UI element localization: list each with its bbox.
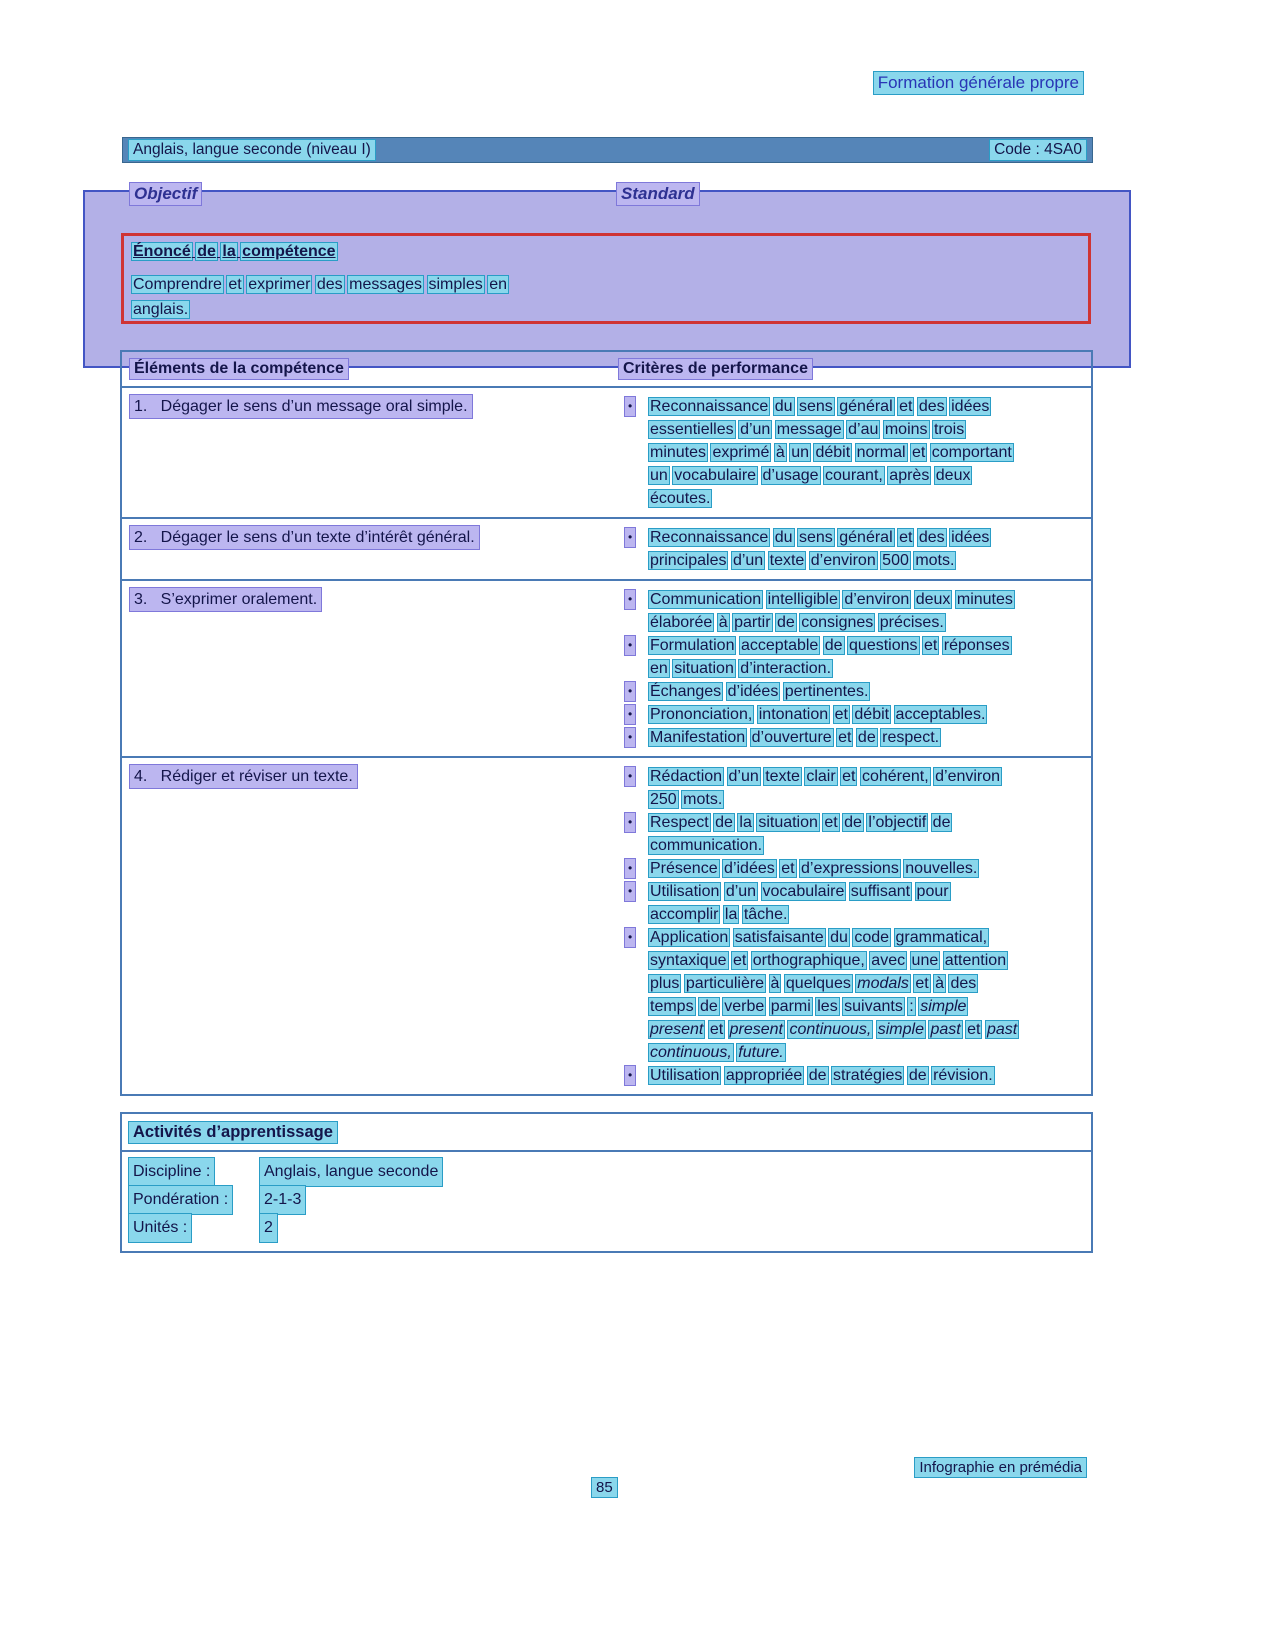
criterion-item — [623, 857, 1087, 880]
word-highlight: Respect — [650, 814, 709, 831]
criterion-line — [649, 657, 1087, 680]
word-highlight: et — [709, 1021, 724, 1038]
word-highlight: de — [715, 814, 733, 831]
word-highlight: en — [489, 276, 507, 293]
criterion-line — [649, 903, 1087, 926]
criterion-text — [649, 395, 1087, 510]
word-highlight: du — [774, 398, 793, 415]
word-highlight: la — [739, 814, 752, 831]
word-highlight: et — [911, 444, 926, 461]
course-code: Code : 4SA0 — [990, 140, 1086, 160]
word-highlight: simple — [920, 998, 967, 1015]
criterion-item — [623, 765, 1087, 811]
word-highlight: minutes — [650, 444, 707, 461]
word-highlight: des — [918, 529, 945, 546]
word-highlight: moins — [884, 421, 928, 438]
bullet-icon: • — [625, 882, 635, 901]
enonce-line — [132, 272, 1080, 297]
criterion-item — [623, 1064, 1087, 1087]
word-highlight: de — [197, 243, 216, 260]
word-highlight: et — [915, 975, 929, 992]
word-highlight: de — [700, 998, 718, 1015]
word-highlight: respect. — [882, 729, 940, 746]
word-highlight: simple — [877, 1021, 924, 1038]
criterion-item — [623, 880, 1087, 926]
word-highlight: et — [824, 814, 838, 831]
word-highlight: attention — [944, 952, 1007, 969]
word-highlight: d’usage — [762, 467, 819, 484]
criterion-line — [649, 634, 1087, 657]
activities-title-row — [122, 1114, 1091, 1152]
word-highlight: situation — [674, 660, 734, 677]
criterion-item — [623, 634, 1087, 680]
word-highlight: Manifestation — [650, 729, 746, 746]
criterion-item — [623, 680, 1087, 703]
word-highlight: de — [777, 614, 795, 631]
word-highlight: texte — [769, 552, 805, 569]
word-highlight: past — [986, 1021, 1018, 1038]
word-highlight: de — [844, 814, 862, 831]
word-highlight: débit — [815, 444, 851, 461]
criterion-line — [649, 972, 1087, 995]
word-highlight: pertinentes. — [784, 683, 869, 700]
criterion-line — [649, 611, 1087, 634]
criterion-text — [649, 588, 1087, 634]
word-highlight: orthographique, — [752, 952, 865, 969]
field-value: 2-1-3 — [260, 1186, 305, 1214]
word-highlight: Rédaction — [650, 768, 723, 785]
criterion-item — [623, 526, 1087, 572]
bullet-marker-cell — [623, 1064, 649, 1085]
word-highlight: appropriée — [725, 1067, 803, 1084]
activity-field — [129, 1158, 1084, 1186]
word-highlight: d’un — [732, 552, 764, 569]
word-highlight: deux — [915, 591, 951, 608]
word-highlight: continuous, — [650, 1044, 732, 1061]
word-highlight: Prononciation, — [650, 706, 753, 723]
word-highlight: après — [889, 467, 930, 484]
word-highlight: d’interaction. — [740, 660, 832, 677]
element-cell — [122, 388, 619, 517]
word-highlight: grammatical, — [895, 929, 988, 946]
word-highlight: syntaxique — [650, 952, 727, 969]
criterion-item — [623, 811, 1087, 857]
field-label-cell — [129, 1186, 260, 1214]
word-highlight: present — [729, 1021, 783, 1038]
column-header-criteres: Critères de performance — [619, 359, 812, 379]
word-highlight: avec — [871, 952, 906, 969]
word-highlight: et — [842, 768, 856, 785]
word-highlight: pour — [916, 883, 949, 900]
word-highlight: d’environ — [844, 591, 910, 608]
word-highlight: intelligible — [767, 591, 838, 608]
word-highlight: nouvelles. — [905, 860, 978, 877]
word-highlight: d’idées — [724, 860, 775, 877]
word-highlight: Reconnaissance — [650, 398, 769, 415]
word-highlight: normal — [856, 444, 906, 461]
word-highlight: d’un — [740, 421, 771, 438]
word-highlight: et — [228, 276, 242, 293]
word-highlight: du — [774, 529, 793, 546]
word-highlight: message — [776, 421, 842, 438]
bullet-icon: • — [625, 705, 635, 724]
course-title: Anglais, langue seconde (niveau I) — [129, 140, 375, 160]
word-highlight: d’idées — [727, 683, 779, 700]
field-label: Discipline : — [129, 1158, 214, 1186]
word-highlight: général — [839, 529, 893, 546]
word-highlight: de — [808, 1067, 827, 1084]
word-highlight: communication. — [650, 837, 763, 854]
bullet-marker-cell — [623, 526, 649, 547]
word-highlight: et — [923, 637, 938, 654]
element-cell — [122, 581, 619, 756]
word-highlight: acceptables. — [895, 706, 986, 723]
word-highlight: Formulation — [650, 637, 735, 654]
criterion-item — [623, 926, 1087, 1064]
word-highlight: mots. — [915, 552, 955, 569]
word-highlight: intonation — [758, 706, 829, 723]
word-highlight: idées — [951, 529, 990, 546]
word-highlight: comportant — [931, 444, 1012, 461]
criterion-line — [649, 1041, 1087, 1064]
bullet-icon: • — [625, 767, 635, 786]
word-highlight: débit — [854, 706, 890, 723]
criterion-line — [649, 857, 1087, 880]
word-highlight: les — [817, 998, 838, 1015]
word-highlight: de — [824, 637, 843, 654]
word-highlight: et — [899, 529, 913, 546]
word-highlight: Utilisation — [650, 883, 720, 900]
element-text: 4. Rédiger et réviser un texte. — [130, 765, 357, 788]
enonce-statement — [132, 272, 1080, 322]
criterion-line — [649, 549, 1087, 572]
field-label-cell — [129, 1158, 260, 1186]
criterion-line — [649, 949, 1087, 972]
word-highlight: deux — [935, 467, 971, 484]
activities-fields — [122, 1152, 1091, 1251]
bullet-marker-cell — [623, 680, 649, 701]
word-highlight: exprimé — [712, 444, 770, 461]
word-highlight: acceptable — [740, 637, 819, 654]
word-highlight: accomplir — [650, 906, 719, 923]
criterion-text — [649, 926, 1087, 1064]
element-text: 2. Dégager le sens d’un texte d’intérêt général. — [130, 526, 479, 549]
word-highlight: sens — [799, 398, 833, 415]
word-highlight: Échanges — [650, 683, 722, 700]
table-row — [122, 517, 1091, 579]
criteria-cell — [619, 758, 1091, 1094]
bullet-icon: • — [625, 397, 635, 416]
bullet-marker-cell — [623, 926, 649, 947]
enonce-title — [132, 241, 337, 263]
word-highlight: du — [830, 929, 848, 946]
word-highlight: d’expressions — [801, 860, 899, 877]
word-highlight: à — [775, 444, 785, 461]
word-highlight: quelques — [785, 975, 851, 992]
word-highlight: essentielles — [650, 421, 734, 438]
word-highlight: cohérent, — [861, 768, 929, 785]
criterion-line — [649, 880, 1087, 903]
footer-label: Infographie en prémédia — [915, 1458, 1086, 1477]
criterion-line — [649, 703, 1087, 726]
word-highlight: la — [724, 906, 738, 923]
word-highlight: anglais. — [133, 301, 189, 318]
word-highlight: d’ouverture — [751, 729, 832, 746]
header-cell-criteres — [619, 359, 1091, 379]
word-highlight: suivants — [844, 998, 903, 1015]
criterion-item — [623, 703, 1087, 726]
word-highlight: partir — [734, 614, 771, 631]
criterion-text — [649, 680, 1087, 703]
enonce-box — [121, 233, 1091, 324]
criterion-line — [649, 1064, 1087, 1087]
word-highlight: d’au — [848, 421, 879, 438]
enonce-line — [132, 297, 1080, 322]
criterion-text — [649, 765, 1087, 811]
word-highlight: satisfaisante — [734, 929, 824, 946]
bullet-icon: • — [625, 1066, 635, 1085]
criterion-line — [649, 1018, 1087, 1041]
word-highlight: tâche. — [743, 906, 788, 923]
element-cell — [122, 519, 619, 579]
table-header-row — [122, 352, 1091, 386]
objective-heading: Objectif — [130, 183, 201, 205]
criterion-line — [649, 588, 1087, 611]
word-highlight: code — [854, 929, 890, 946]
bullet-marker-cell — [623, 703, 649, 724]
criterion-line — [649, 680, 1087, 703]
word-highlight: questions — [849, 637, 918, 654]
standard-heading: Standard — [617, 183, 699, 205]
criterion-line — [649, 418, 1087, 441]
criterion-line — [649, 395, 1087, 418]
criterion-line — [649, 441, 1087, 464]
word-highlight: à — [770, 975, 780, 992]
word-highlight: général — [839, 398, 893, 415]
word-highlight: compétence — [242, 243, 336, 260]
bullet-marker-cell — [623, 880, 649, 901]
bullet-marker-cell — [623, 588, 649, 609]
word-highlight: idées — [951, 398, 990, 415]
table-row — [122, 579, 1091, 756]
criterion-text — [649, 634, 1087, 680]
bullet-icon: • — [625, 682, 635, 701]
word-highlight: suffisant — [850, 883, 911, 900]
word-highlight: des — [918, 398, 945, 415]
criterion-line — [649, 995, 1087, 1018]
word-highlight: past — [930, 1021, 961, 1038]
table-body — [122, 386, 1091, 1094]
criteria-cell — [619, 519, 1091, 579]
word-highlight: écoutes. — [650, 490, 711, 507]
table-row — [122, 386, 1091, 517]
word-highlight: trois — [933, 421, 965, 438]
criterion-line — [649, 834, 1087, 857]
word-highlight: 250 — [650, 791, 677, 808]
activity-field — [129, 1186, 1084, 1214]
word-highlight: de — [908, 1067, 927, 1084]
bullet-marker-cell — [623, 811, 649, 832]
course-header-bar — [122, 137, 1093, 163]
word-highlight: de — [857, 729, 876, 746]
activity-field — [129, 1214, 1084, 1242]
word-highlight: de — [932, 814, 951, 831]
word-highlight: et — [967, 1021, 981, 1038]
criterion-text — [649, 1064, 1087, 1087]
word-highlight: modals — [857, 975, 909, 992]
element-text: 3. S’exprimer oralement. — [130, 588, 321, 611]
element-text: 1. Dégager le sens d’un message oral simple. — [130, 395, 472, 418]
criterion-text — [649, 857, 1087, 880]
word-highlight: vocabulaire — [762, 883, 845, 900]
word-highlight: particulière — [685, 975, 765, 992]
bullet-marker-cell — [623, 857, 649, 878]
word-highlight: clair — [806, 768, 836, 785]
column-header-elements: Éléments de la compétence — [130, 359, 348, 379]
criteria-cell — [619, 388, 1091, 517]
word-highlight: un — [791, 444, 809, 461]
element-cell — [122, 758, 619, 1094]
bullet-icon: • — [625, 813, 635, 832]
word-highlight: d’environ — [935, 768, 1001, 785]
activities-box — [120, 1112, 1093, 1253]
word-highlight: future. — [738, 1044, 784, 1061]
criterion-text — [649, 811, 1087, 857]
word-highlight: mots. — [683, 791, 723, 808]
criterion-item — [623, 588, 1087, 634]
word-highlight: l’objectif — [868, 814, 927, 831]
word-highlight: plus — [650, 975, 680, 992]
criterion-line — [649, 926, 1087, 949]
word-highlight: Comprendre — [133, 276, 222, 293]
word-highlight: à — [935, 975, 945, 992]
table-row — [122, 756, 1091, 1094]
criterion-line — [649, 487, 1087, 510]
word-highlight: Utilisation — [650, 1067, 720, 1084]
word-highlight: consignes — [801, 614, 874, 631]
criterion-line — [649, 765, 1087, 788]
criterion-line — [649, 464, 1087, 487]
word-highlight: principales — [650, 552, 727, 569]
field-label-cell — [129, 1214, 260, 1242]
criteria-cell — [619, 581, 1091, 756]
field-value: 2 — [260, 1214, 277, 1242]
word-highlight: d’un — [725, 883, 757, 900]
criterion-line — [649, 526, 1087, 549]
bullet-marker-cell — [623, 395, 649, 416]
criterion-text — [649, 526, 1087, 572]
objective-standard-panel — [83, 184, 1131, 368]
word-highlight: Application — [650, 929, 729, 946]
criterion-line — [649, 726, 1087, 749]
word-highlight: continuous, — [789, 1021, 872, 1038]
bullet-marker-cell — [623, 765, 649, 786]
word-highlight: réponses — [943, 637, 1010, 654]
word-highlight: des — [950, 975, 977, 992]
word-highlight: élaborée — [650, 614, 713, 631]
word-highlight: present — [650, 1021, 704, 1038]
word-highlight: stratégies — [833, 1067, 903, 1084]
criterion-line — [649, 811, 1087, 834]
criterion-item — [623, 726, 1087, 749]
header-cell-elements — [122, 359, 619, 379]
word-highlight: exprimer — [248, 276, 311, 293]
word-highlight: la — [222, 243, 236, 260]
word-highlight: parmi — [770, 998, 811, 1015]
word-highlight: minutes — [956, 591, 1013, 608]
word-highlight: : — [909, 998, 914, 1015]
word-highlight: Présence — [650, 860, 718, 877]
word-highlight: courant, — [825, 467, 883, 484]
field-label: Unités : — [129, 1214, 191, 1242]
word-highlight: et — [834, 706, 848, 723]
bullet-icon: • — [625, 636, 635, 655]
word-highlight: une — [911, 952, 939, 969]
word-highlight: et — [781, 860, 795, 877]
word-highlight: d’un — [728, 768, 759, 785]
word-highlight: 500 — [882, 552, 909, 569]
word-highlight: messages — [349, 276, 423, 293]
criterion-text — [649, 880, 1087, 926]
bullet-marker-cell — [623, 726, 649, 747]
criterion-item — [623, 395, 1087, 510]
word-highlight: et — [838, 729, 852, 746]
word-highlight: Reconnaissance — [650, 529, 769, 546]
word-highlight: à — [718, 614, 728, 631]
word-highlight: en — [650, 660, 668, 677]
bullet-icon: • — [625, 928, 635, 947]
word-highlight: précises. — [879, 614, 944, 631]
word-highlight: verbe — [724, 998, 765, 1015]
bullet-icon: • — [625, 728, 635, 747]
page-number: 85 — [592, 1478, 617, 1497]
bullet-icon: • — [625, 859, 635, 878]
word-highlight: texte — [765, 768, 800, 785]
bullet-icon: • — [625, 590, 635, 609]
word-highlight: révision. — [933, 1067, 993, 1084]
word-highlight: temps — [650, 998, 694, 1015]
competence-table — [120, 350, 1093, 1096]
section-label-formation-generale: Formation générale propre — [874, 72, 1083, 94]
word-highlight: et — [732, 952, 747, 969]
activities-title: Activités d’apprentissage — [129, 1122, 337, 1143]
criterion-line — [649, 788, 1087, 811]
field-label: Pondération : — [129, 1186, 232, 1214]
word-highlight: un — [650, 467, 668, 484]
bullet-icon: • — [625, 528, 635, 547]
word-highlight: simples — [428, 276, 483, 293]
word-highlight: Communication — [650, 591, 762, 608]
word-highlight: vocabulaire — [674, 467, 757, 484]
word-highlight: sens — [799, 529, 833, 546]
criterion-text — [649, 726, 1087, 749]
field-value: Anglais, langue seconde — [260, 1158, 442, 1186]
word-highlight: et — [899, 398, 913, 415]
word-highlight: Énoncé — [133, 243, 191, 260]
criterion-text — [649, 703, 1087, 726]
word-highlight: situation — [758, 814, 818, 831]
bullet-marker-cell — [623, 634, 649, 655]
word-highlight: d’environ — [810, 552, 876, 569]
word-highlight: des — [316, 276, 343, 293]
